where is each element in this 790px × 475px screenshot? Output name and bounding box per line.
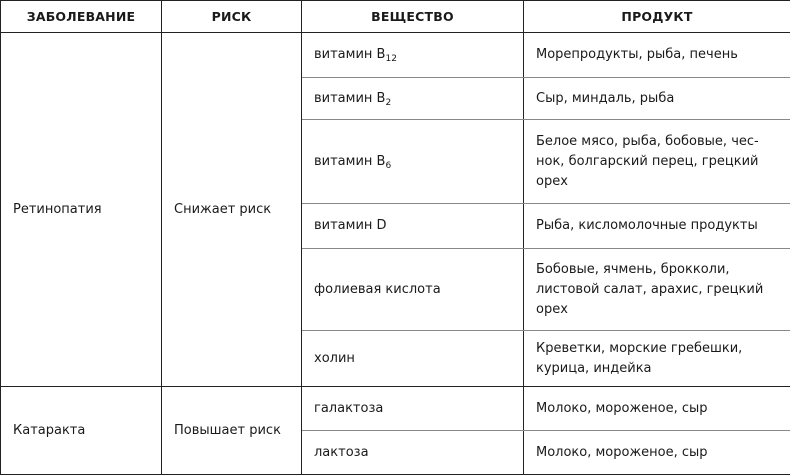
- substance-cell: витамин D: [302, 204, 524, 249]
- substance-cell: витамин $B_2$: [302, 78, 524, 120]
- table-row: [1, 387, 790, 431]
- product-cell: Белое мясо, рыба, бобовые, чес-нок, болгарский перец, грецкий орех: [524, 120, 790, 204]
- substance-cell: витамин $B_{12}$: [302, 33, 524, 78]
- substance-cell: фолиевая кислота: [302, 249, 524, 331]
- product-cell: Бобовые, ячмень, брокколи, листовой салат, арахис, грецкий орех: [524, 249, 790, 331]
- product-cell: Молоко, мороженое, сыр: [524, 387, 790, 431]
- substance-cell: галактоза: [302, 387, 524, 431]
- table-row: [1, 33, 790, 78]
- risk-cell: Повышает риск: [162, 387, 302, 475]
- product-cell: Молоко, мороженое, сыр: [524, 431, 790, 475]
- header-product: ПРОДУКТ: [524, 1, 790, 33]
- product-cell: Морепродукты, рыба, печень: [524, 33, 790, 78]
- disease-cell: Ретинопатия: [1, 33, 162, 387]
- product-cell: Креветки, морские гребешки, курица, индейка: [524, 331, 790, 387]
- substance-cell: лактоза: [302, 431, 524, 475]
- header-risk: РИСК: [162, 1, 302, 33]
- risk-cell: Снижает риск: [162, 33, 302, 387]
- header-disease: ЗАБОЛЕВАНИЕ: [1, 1, 162, 33]
- product-cell: Рыба, кисломолочные продукты: [524, 204, 790, 249]
- substance-cell: витамин $B_6$: [302, 120, 524, 204]
- header-row: [1, 1, 790, 33]
- product-cell: Сыр, миндаль, рыба: [524, 78, 790, 120]
- header-substance: ВЕЩЕСТВО: [302, 1, 524, 33]
- disease-cell: Катаракта: [1, 387, 162, 475]
- substance-cell: холин: [302, 331, 524, 387]
